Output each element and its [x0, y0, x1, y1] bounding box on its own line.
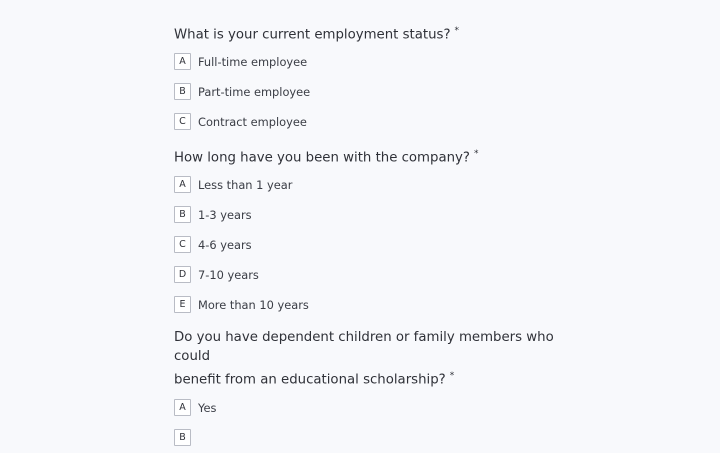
question-text-line-2: benefit from an educational scholarship? — [174, 372, 446, 388]
option-label: 1-3 years — [198, 207, 252, 222]
option-less-than-1-year[interactable] — [174, 170, 574, 200]
option-label: Contract employee — [198, 114, 307, 129]
option-key: D — [174, 266, 191, 283]
question-text: How long have you been with the company? — [174, 150, 470, 166]
option-label: Yes — [198, 400, 217, 415]
question-text: What is your current employment status? — [174, 27, 451, 43]
option-label: 7-10 years — [198, 267, 259, 282]
question-employment-status — [174, 22, 574, 137]
options-list — [174, 170, 574, 320]
option-key: A — [174, 53, 191, 70]
option-contract[interactable] — [174, 107, 574, 137]
required-mark: * — [449, 370, 455, 381]
question-dependents — [174, 328, 574, 453]
option-key: B — [174, 206, 191, 223]
option-more-than-10-years[interactable] — [174, 290, 574, 320]
question-tenure — [174, 145, 574, 320]
option-key: B — [174, 83, 191, 100]
option-yes[interactable] — [174, 393, 574, 423]
option-label: 4-6 years — [198, 237, 252, 252]
options-list — [174, 393, 574, 453]
option-key: A — [174, 399, 191, 416]
survey-form — [174, 22, 574, 453]
option-label: Part-time employee — [198, 84, 311, 99]
required-mark: * — [454, 26, 460, 36]
option-1-3-years[interactable] — [174, 200, 574, 230]
required-mark: * — [473, 148, 479, 159]
question-text-line-1: Do you have dependent children or family members who could — [174, 329, 554, 365]
option-key: C — [174, 113, 191, 130]
option-label: More than 10 years — [198, 297, 309, 312]
question-title — [174, 145, 574, 168]
option-label: Full-time employee — [198, 54, 308, 69]
option-key: B — [174, 429, 191, 446]
option-4-6-years[interactable] — [174, 230, 574, 260]
question-title — [174, 328, 574, 390]
option-part-time[interactable] — [174, 77, 574, 107]
option-key: A — [174, 176, 191, 193]
option-7-10-years[interactable] — [174, 260, 574, 290]
option-label: Less than 1 year — [198, 177, 293, 192]
option-no[interactable] — [174, 423, 574, 453]
option-full-time[interactable] — [174, 47, 574, 77]
option-key: E — [174, 296, 191, 313]
option-key: C — [174, 236, 191, 253]
question-title — [174, 22, 574, 45]
options-list — [174, 47, 574, 137]
